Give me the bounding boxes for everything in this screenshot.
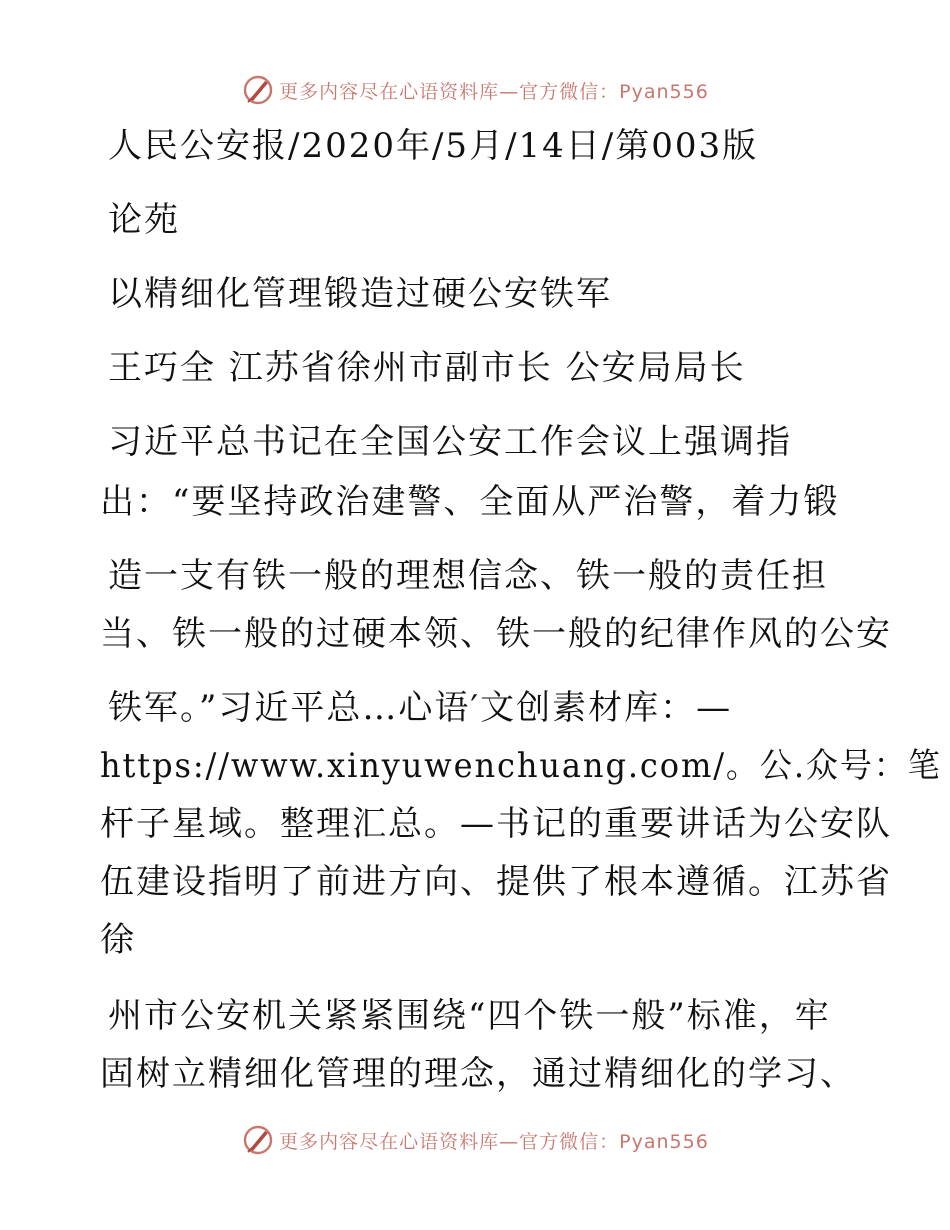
body-line: 造一支有铁一般的理想信念、铁一般的责任担 [108, 556, 828, 596]
column-name: 论苑 [108, 200, 180, 240]
body-line: 伍建设指明了前进方向、提供了根本遵循。江苏省 [100, 862, 892, 902]
body-line: 徐 [100, 920, 136, 960]
article-title: 以精细化管理锻造过硬公安铁军 [108, 274, 612, 314]
footer-watermark-text: 更多内容尽在心语资料库—官方微信：Pyan556 [279, 1130, 709, 1153]
body-line: 铁军。”习近平总…心语′文创素材库：— [108, 688, 733, 728]
body-line: 固树立精细化管理的理念，通过精细化的学习、 [100, 1054, 856, 1094]
body-line: 习近平总书记在全国公安工作会议上强调指 [108, 422, 792, 462]
body-line: https://www.xinyuwenchuang.com/。公.众号：笔 [100, 746, 942, 786]
footer-watermark [0, 1118, 950, 1162]
quill-pen-logo-icon [241, 1123, 275, 1157]
body-line: 州市公安机关紧紧围绕“四个铁一般”标准，牢 [108, 996, 831, 1036]
body-line: 出：“要坚持政治建警、全面从严治警，着力锻 [100, 482, 840, 522]
body-line: 当、铁一般的过硬本领、铁一般的纪律作风的公安 [100, 614, 892, 654]
source-line: 人民公安报/2020年/5月/14日/第003版 [108, 126, 759, 166]
byline: 王巧全 江苏省徐州市副市长 公安局局长 [108, 348, 746, 388]
body-line: 杆子星域。整理汇总。—书记的重要讲话为公安队 [100, 804, 892, 844]
header-watermark-text: 更多内容尽在心语资料库—官方微信：Pyan556 [279, 80, 709, 103]
